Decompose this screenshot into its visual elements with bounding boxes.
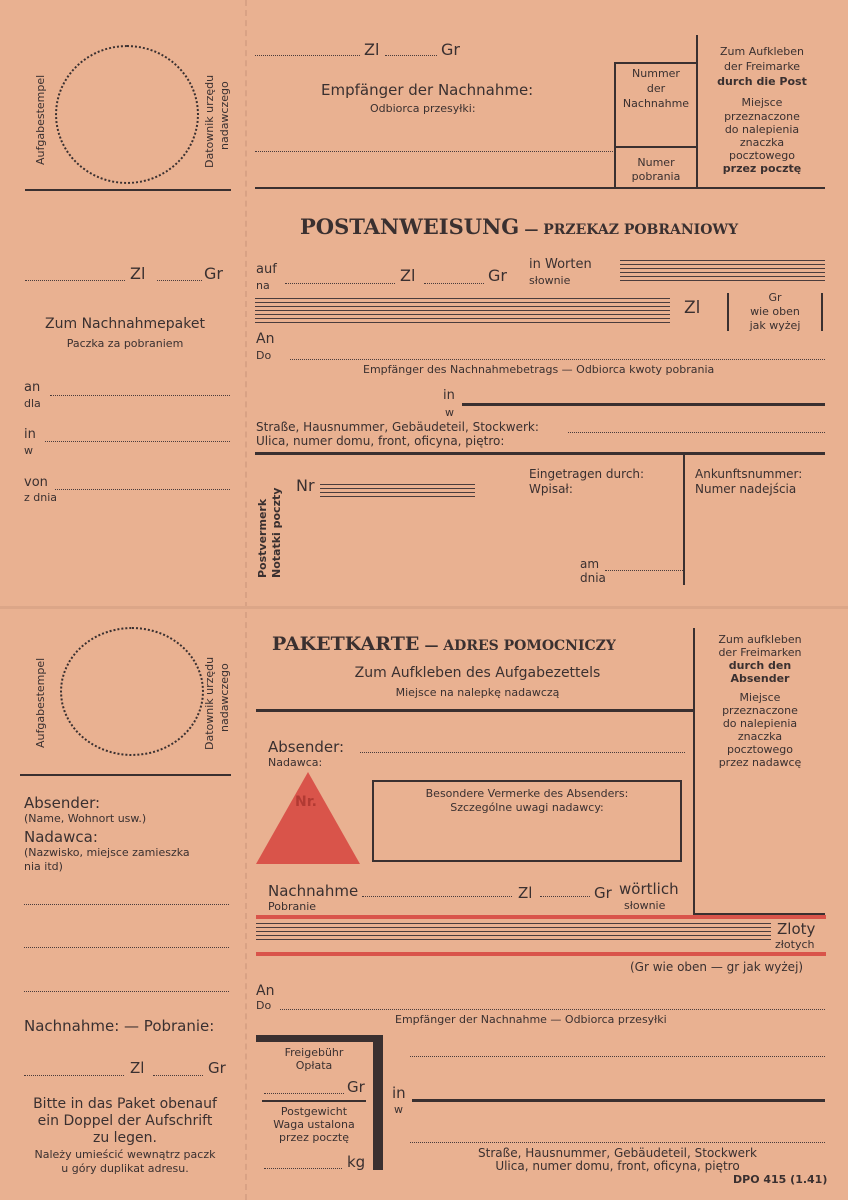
stub-subtitle: Paczka za pobraniem xyxy=(66,337,184,350)
freigebuhr-label: Freigebühr xyxy=(284,1046,344,1059)
stub-nachnahme-zl-field[interactable] xyxy=(24,1075,124,1076)
freigebuhr-divider xyxy=(262,1100,366,1102)
stamp-label-pl-2a: Datownik urzędu xyxy=(203,656,216,750)
numer-label-2: pobrania xyxy=(631,170,681,183)
nr-lines[interactable] xyxy=(320,484,475,500)
paket-an-field[interactable] xyxy=(280,1009,825,1010)
do-label: Do xyxy=(256,349,272,362)
paket-header-rule xyxy=(256,709,693,712)
strasse-label: Straße, Hausnummer, Gebäudeteil, Stockwerk: xyxy=(256,420,539,434)
stub-absender-field-3[interactable] xyxy=(24,991,229,992)
postanweisung-title xyxy=(300,214,738,239)
in-label: in xyxy=(443,388,455,403)
stub-von-field[interactable] xyxy=(55,489,230,490)
paket-sub-pl: Miejsce na nalepkę nadawczą xyxy=(395,686,560,699)
am-label: am xyxy=(580,557,600,571)
stub-absender-label: Absender: xyxy=(24,794,101,812)
stub-bitte-3: zu legen. xyxy=(93,1130,157,1146)
stub-nadawca-label: Nadawca: xyxy=(24,828,98,846)
title-de: POSTANWEISUNG xyxy=(300,214,520,239)
nr-triangle xyxy=(256,772,360,864)
empf-label: Empfänger des Nachnahmebetrags — Odbiorca kwoty pobrania xyxy=(363,363,715,376)
paketkarte-title xyxy=(272,633,616,655)
gr-oben-3: jak wyżej xyxy=(749,319,801,332)
paket-in-line[interactable] xyxy=(412,1099,825,1102)
stub-amount-gr-field[interactable] xyxy=(157,280,202,281)
paket-stamp-5: Miejsce xyxy=(739,691,781,704)
paket-sub-de: Zum Aufkleben des Aufgabezettels xyxy=(354,665,601,681)
stamp-label-pl-1: Datownik urzędu xyxy=(203,74,216,168)
waga-label-2: przez pocztę xyxy=(279,1131,349,1144)
in-worten-lines[interactable] xyxy=(620,260,825,284)
in-line[interactable] xyxy=(462,403,825,406)
stub-nazwisko-2: nia itd) xyxy=(24,860,63,873)
nummer-label-1: Nummer xyxy=(632,67,680,80)
in-worten-label: in Worten xyxy=(529,257,592,272)
paket-stamp-8: znaczka xyxy=(737,730,783,743)
fold-line xyxy=(0,606,848,609)
gr-wie-oben-label: (Gr wie oben — gr jak wyżej) xyxy=(630,960,804,974)
nummer-label-2: der xyxy=(646,82,666,95)
header-recipient-pl: Odbiorca przesyłki: xyxy=(370,102,476,115)
slownie-label: słownie xyxy=(529,274,571,287)
stub-nachnahme-gr: Gr xyxy=(208,1059,226,1077)
stub-nachnahme-label: Nachnahme: — Pobranie: xyxy=(24,1017,215,1035)
waga-label-1: Waga ustalona xyxy=(273,1118,355,1131)
ankunft-divider xyxy=(683,455,685,585)
ankunft-label: Ankunftsnummer: xyxy=(695,467,803,481)
stamp-area-pl-3: do nalepienia xyxy=(724,123,800,136)
stamp-area-de-2: der Freimarke xyxy=(723,60,801,73)
zl-words-label: Zl xyxy=(684,298,701,318)
notatki-label: Notatki poczty xyxy=(270,487,283,578)
stamp-area-pl-5: pocztowego xyxy=(728,149,796,162)
eingetragen-label: Eingetragen durch: xyxy=(529,467,645,481)
stub-an-label: an xyxy=(24,380,41,395)
paket-nachnahme-gr-field[interactable] xyxy=(540,896,590,897)
freigebuhr-right-bar xyxy=(373,1035,383,1170)
stub-w-label: w xyxy=(24,444,33,457)
paket-stamp-10: przez nadawcę xyxy=(718,756,802,769)
besondere-label: Besondere Vermerke des Absenders: xyxy=(425,787,629,800)
paket-absender-label: Absender: xyxy=(268,738,345,756)
weight-field[interactable] xyxy=(264,1168,342,1169)
stub-nalezy-2: u góry duplikat adresu. xyxy=(61,1162,189,1175)
zlotych-label: złotych xyxy=(775,938,815,951)
paket-ulica-label: Ulica, numer domu, front, oficyna, piętro xyxy=(495,1159,740,1173)
paket-nachnahme-zl-field[interactable] xyxy=(362,896,512,897)
header-gr-field[interactable] xyxy=(385,55,437,56)
stub-amount-zl-field[interactable] xyxy=(25,280,125,281)
paket-stamp-1: Zum aufkleben xyxy=(718,633,802,646)
paket-empf-label: Empfänger der Nachnahme — Odbiorca przesyłki xyxy=(395,1013,667,1026)
nr-triangle-shape xyxy=(256,772,360,864)
header-recipient-de: Empfänger der Nachnahme: xyxy=(321,81,534,99)
stamp-area-pl-2: przeznaczone xyxy=(724,110,800,123)
paket-amount-words-lines[interactable] xyxy=(256,923,771,943)
stub-an-field[interactable] xyxy=(50,395,230,396)
auf-gr-field[interactable] xyxy=(424,283,484,284)
stub-divider-2 xyxy=(20,774,231,776)
freigebuhr-gr-label: Gr xyxy=(347,1078,365,1096)
paket-pobranie-label: Pobranie xyxy=(268,900,317,913)
stamp-label-de-2: Aufgabestempel xyxy=(34,657,47,748)
paket-in-label: in xyxy=(392,1084,406,1102)
auf-zl-label: Zl xyxy=(400,266,416,285)
zloty-label: Zloty xyxy=(777,920,816,938)
stub-nalezy-1: Należy umieścić wewnątrz paczk xyxy=(34,1148,216,1161)
freigebuhr-field[interactable] xyxy=(264,1093,344,1094)
address-divider xyxy=(255,452,825,455)
paket-wortlich-label: wörtlich xyxy=(619,880,679,898)
paket-do-label: Do xyxy=(256,999,272,1012)
gr-oben-1: Gr xyxy=(768,291,782,304)
stub-nachnahme-gr-field[interactable] xyxy=(153,1075,203,1076)
auf-zl-field[interactable] xyxy=(285,283,395,284)
nummer-box-divider xyxy=(614,146,696,148)
auf-gr-label: Gr xyxy=(488,266,507,285)
header-zl-label: Zl xyxy=(364,40,380,59)
stub-in-label: in xyxy=(24,427,36,442)
stub-gr-label: Gr xyxy=(204,264,223,283)
paket-gr-label: Gr xyxy=(594,884,612,902)
postgewicht-label: Postgewicht xyxy=(280,1105,348,1118)
paket-addr-field-1[interactable] xyxy=(410,1056,825,1057)
stub-divider xyxy=(25,189,231,191)
red-rule-top xyxy=(256,915,826,919)
header-gr-label: Gr xyxy=(441,40,460,59)
stub-bitte-1: Bitte in das Paket obenauf xyxy=(33,1096,217,1112)
header-underline xyxy=(255,187,825,189)
szczegolne-label: Szczególne uwagi nadawcy: xyxy=(450,801,604,814)
oplata-label: Opłata xyxy=(295,1059,333,1072)
stub-absender-field-1[interactable] xyxy=(24,904,229,905)
header-recipient-field[interactable] xyxy=(255,151,613,152)
header-zl-field[interactable] xyxy=(255,55,360,56)
stamp-area-de-1: Zum Aufkleben xyxy=(719,45,804,58)
an-label: An xyxy=(256,331,275,347)
stub-title: Zum Nachnahmepaket xyxy=(45,316,205,332)
paket-title-de: PAKETKARTE xyxy=(272,633,420,655)
stub-in-field[interactable] xyxy=(45,441,230,442)
dnia-label: dnia xyxy=(580,571,606,585)
stamp-area-pl-1: Miejsce xyxy=(741,96,783,109)
paket-stamp-2: der Freimarken xyxy=(718,646,802,659)
nr-label: Nr xyxy=(296,476,315,495)
stub-nachnahme-zl: Zl xyxy=(130,1059,145,1077)
stub-absender-field-2[interactable] xyxy=(24,947,229,948)
wpisal-label: Wpisał: xyxy=(529,482,573,496)
paket-an-label: An xyxy=(256,983,275,999)
freigebuhr-top-bar xyxy=(256,1035,383,1042)
stub-dla-label: dla xyxy=(24,397,41,410)
stub-bitte-2: ein Doppel der Aufschrift xyxy=(37,1113,213,1129)
amount-words-lines[interactable] xyxy=(255,298,670,326)
numer-label-1: Numer xyxy=(637,156,675,169)
paket-stamp-9: pocztowego xyxy=(726,743,794,756)
paket-nadawca-label: Nadawca: xyxy=(268,756,323,769)
stamp-area-pl-6: przez pocztę xyxy=(722,162,802,175)
paket-strasse-label: Straße, Hausnummer, Gebäudeteil, Stockwerk xyxy=(478,1146,757,1160)
stamp-area-pl-4: znaczka xyxy=(739,136,785,149)
am-field[interactable] xyxy=(605,570,683,571)
form-number-label: DPO 415 (1.41) xyxy=(733,1173,828,1186)
stub-nazwisko-1: (Nazwisko, miejsce zamieszka xyxy=(24,846,190,859)
paket-stamp-4: Absender xyxy=(730,672,790,685)
gr-oben-right-bar xyxy=(821,293,823,331)
nummer-label-3: Nachnahme xyxy=(622,97,690,110)
postmark-circle xyxy=(55,45,199,184)
paket-stamp-6: przeznaczone xyxy=(722,704,798,717)
stamp-area-de-3: durch die Post xyxy=(717,75,807,88)
stub-zl-label: Zl xyxy=(130,264,146,283)
stamp-label-pl-2b: nadawczego xyxy=(218,663,231,732)
ulica-label: Ulica, numer domu, front, oficyna, piętro: xyxy=(256,434,505,448)
numer-nadejscia-label: Numer nadejścia xyxy=(695,482,797,496)
red-rule-bottom xyxy=(256,952,826,956)
triangle-nr-label: Nr. xyxy=(295,794,317,810)
paket-title-pl: — ADRES POMOCNICZY xyxy=(424,638,616,654)
na-label: na xyxy=(256,279,270,292)
title-pl: — PRZEKAZ POBRANIOWY xyxy=(524,222,739,238)
auf-label: auf xyxy=(256,262,277,277)
paket-addr-field-2[interactable] xyxy=(410,1142,825,1143)
w-label: w xyxy=(445,406,454,419)
gr-oben-2: wie oben xyxy=(750,305,800,318)
an-field[interactable] xyxy=(290,359,825,360)
postmark-circle-2 xyxy=(60,627,204,756)
perforation-vertical xyxy=(245,0,247,1200)
stamp-label-pl-2: nadawczego xyxy=(218,81,231,150)
paket-zl-label: Zl xyxy=(518,884,533,902)
paket-slownie-label: słownie xyxy=(624,899,666,912)
paket-w-label: w xyxy=(394,1103,403,1116)
paket-stamp-7: do nalepienia xyxy=(722,717,798,730)
stub-von-label: von xyxy=(24,475,48,490)
paket-nachnahme-label: Nachnahme xyxy=(268,882,359,900)
stub-name-label: (Name, Wohnort usw.) xyxy=(24,812,147,825)
stamp-label-de: Aufgabestempel xyxy=(34,74,47,165)
postvermerk-label: Postvermerk xyxy=(256,498,269,578)
paket-stamp-3: durch den xyxy=(728,659,792,672)
paket-absender-field[interactable] xyxy=(360,752,685,753)
stub-z-dnia-label: z dnia xyxy=(24,491,58,504)
strasse-field[interactable] xyxy=(568,432,825,433)
kg-label: kg xyxy=(347,1153,366,1171)
